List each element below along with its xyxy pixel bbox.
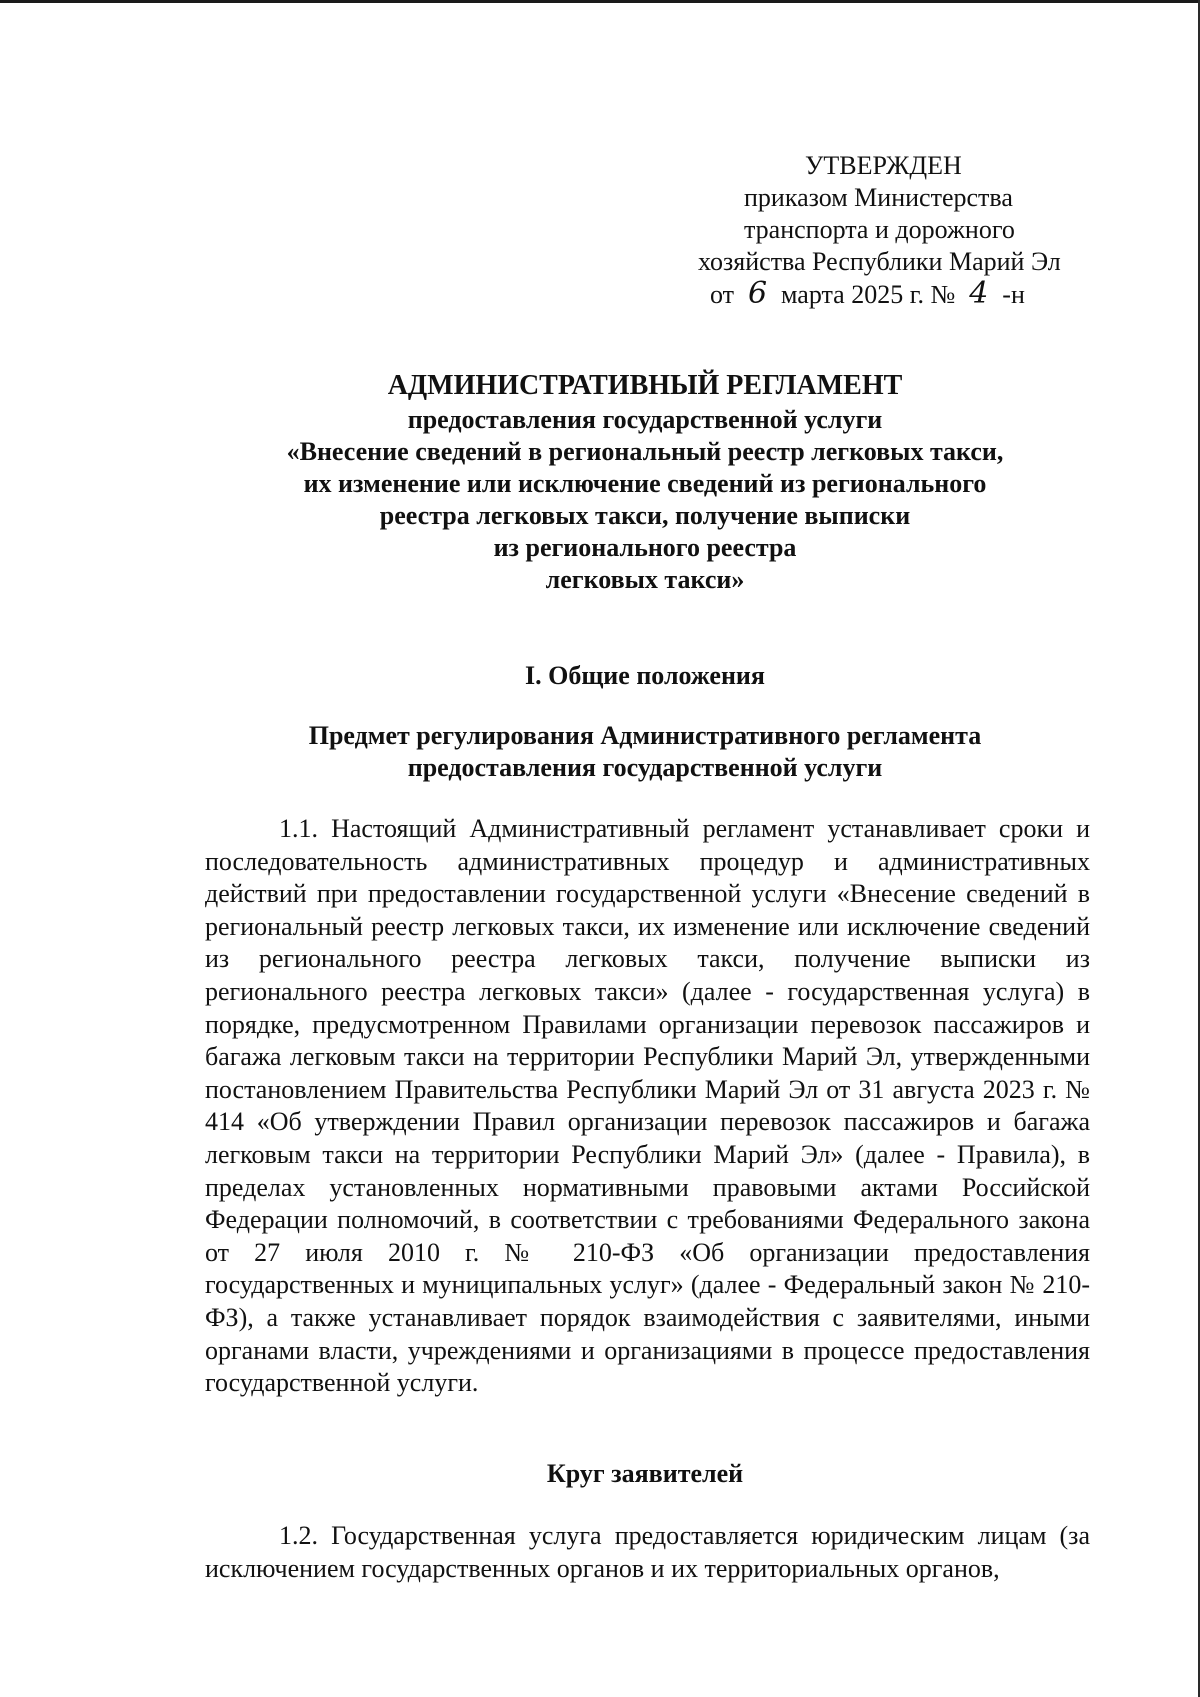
- title-line: реестра легковых такси, получение выписки: [379, 501, 911, 530]
- document-title: [205, 370, 1085, 596]
- applicants-heading: Круг заявителей: [546, 1459, 744, 1488]
- title-line: предоставления государственной услуги: [407, 405, 883, 434]
- paragraph-1-2: 1.2. Государственная услуга предоставляется юридическим лицам (за исключением государственных органов и их территориальных органов,: [205, 1521, 1090, 1583]
- number-suffix: -н: [1002, 280, 1025, 309]
- title-line: легковых такси»: [545, 565, 745, 594]
- approval-line: транспорта и дорожного: [744, 215, 1015, 244]
- date-prefix: от: [710, 280, 735, 309]
- subsection-heading: [205, 720, 1085, 784]
- handwritten-number: 4: [969, 276, 989, 311]
- title-line: их изменение или исключение сведений из регионального: [303, 469, 987, 498]
- handwritten-day: 6: [747, 276, 768, 311]
- number-prefix: №: [930, 280, 956, 309]
- section-heading: I. Общие положения: [525, 661, 765, 690]
- approval-line: приказом Министерства: [744, 183, 1013, 212]
- approval-title: УТВЕРЖДЕН: [805, 151, 962, 180]
- approval-date-line: [680, 278, 1100, 311]
- date-month-year: марта 2025 г.: [781, 280, 924, 309]
- approval-stamp: [680, 150, 1100, 311]
- paragraph-1-1: 1.1. Настоящий Административный регламент устанавливает сроки и последовательность административных процедур и административных действий при предоставлении государственной услуги «Внесение сведений в региональный реестр легковых такси, их изменение или исключение сведений из регионального реестра легковых такси, получение выписки из регионального реестра легковых такси» (далее - государственная услуга) в порядке, предусмотренном Правилами организации перевозок пассажиров и багажа легковым такси на территории Республики Марий Эл, утвержденными постановлением Правительства Республики Марий Эл от 31 августа 2023 г. № 414 «Об утверждении Правил организации перевозок пассажиров и багажа легковым такси на территории Республики Марий Эл» (далее - Правила), в пределах установленных нормативными правовыми актами Российской Федерации полномочий, в соответствии с требованиями Федерального закона от 27 июля 2010 г. № 210-ФЗ «Об организации предоставления государственных и муниципальных услуг» (далее - Федеральный закон № 210-ФЗ), а также устанавливает порядок взаимодействия с заявителями, иными органами власти, учреждениями и организациями в процессе предоставления государственной услуги.: [205, 814, 1090, 1398]
- subheading-line: предоставления государственной услуги: [407, 753, 883, 782]
- title-main: АДМИНИСТРАТИВНЫЙ РЕГЛАМЕНТ: [387, 370, 903, 401]
- approval-line: хозяйства Республики Марий Эл: [698, 247, 1061, 276]
- scan-edge-top: [0, 0, 1200, 3]
- title-line: из регионального реестра: [493, 533, 797, 562]
- title-line: «Внесение сведений в региональный реестр легковых такси,: [286, 437, 1004, 466]
- subheading-line: Предмет регулирования Административного регламента: [308, 721, 982, 750]
